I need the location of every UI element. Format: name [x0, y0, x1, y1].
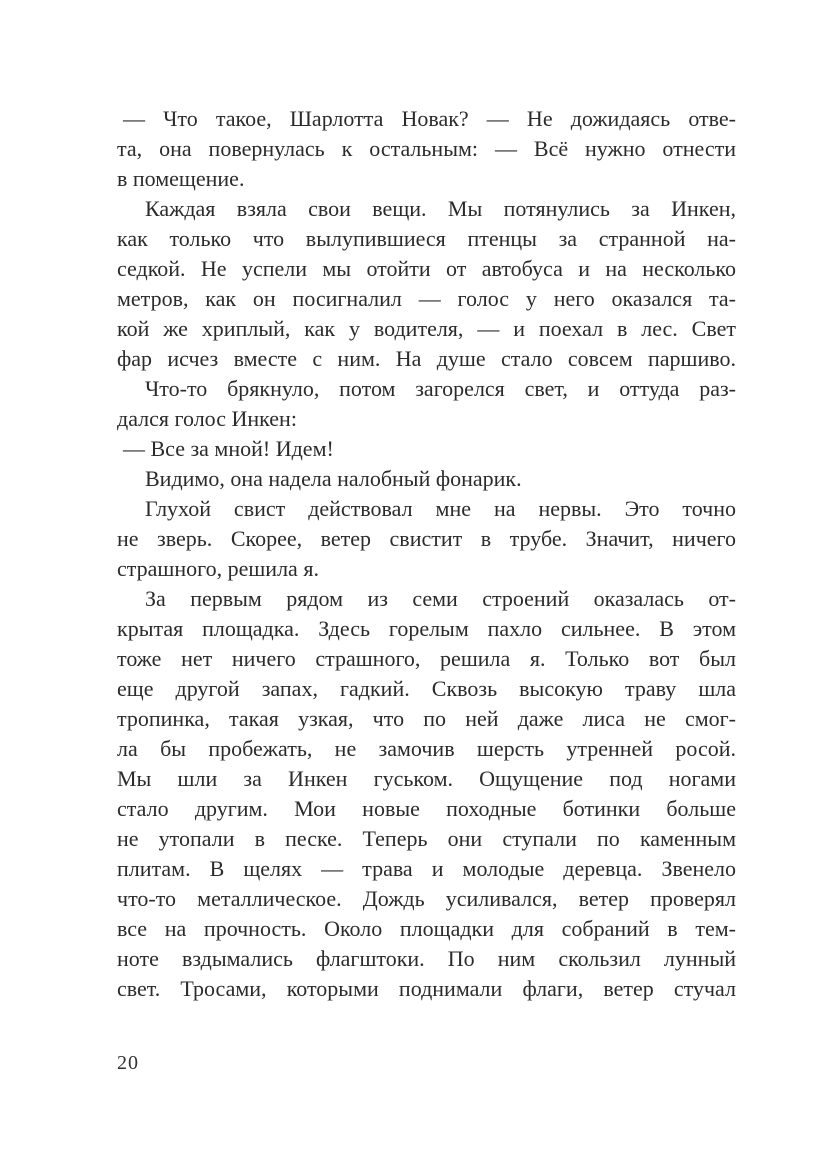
- text-line: седкой. Не успели мы отойти от автобуса и на несколько: [117, 256, 736, 281]
- text-line: Каждая взяла свои вещи. Мы потянулись за Инкен,: [145, 196, 736, 221]
- text-line: не утопали в песке. Теперь они ступали по каменным: [117, 826, 736, 851]
- text-line: ноте вздымались флагштоки. По ним скользил лунный: [117, 946, 736, 971]
- text-line: Мы шли за Инкен гуськом. Ощущение под ногами: [117, 766, 736, 791]
- text-line: — Что такое, Шарлотта Новак? — Не дожидаясь отве-: [123, 106, 736, 131]
- text-line: ла бы пробежать, не замочив шерсть утренней росой.: [117, 736, 736, 761]
- text-line: та, она повернулась к остальным: — Всё нужно отнести: [117, 136, 736, 161]
- text-line: Что-то брякнуло, потом загорелся свет, и оттуда раз-: [145, 376, 736, 401]
- paragraph-narrative: [117, 194, 736, 374]
- text-line: что-то металлическое. Дождь усиливался, ветер проверял: [117, 886, 736, 911]
- text-line: плитам. В щелях — трава и молодые деревца. Звенело: [117, 856, 736, 881]
- text-line: не зверь. Скорее, ветер свистит в трубе. Значит, ничего: [117, 526, 736, 551]
- text-line: кой же хриплый, как у водителя, — и поехал в лес. Свет: [117, 316, 736, 341]
- text-line: Видимо, она надела налобный фонарик.: [145, 466, 522, 491]
- text-line: За первым рядом из семи строений оказалась от-: [145, 586, 736, 611]
- text-line: как только что вылупившиеся птенцы за странной на-: [117, 226, 736, 251]
- text-line: в помещение.: [117, 166, 245, 191]
- paragraph-narrative: [117, 374, 736, 434]
- text-line: еще другой запах, гадкий. Сквозь высокую траву шла: [117, 676, 736, 701]
- text-line: дался голос Инкен:: [117, 406, 297, 431]
- paragraph-dialogue: [117, 104, 736, 194]
- paragraph-narrative: [117, 464, 736, 494]
- text-line: фар исчез вместе с ним. На душе стало совсем паршиво.: [117, 346, 736, 371]
- paragraph-narrative: [117, 584, 736, 1004]
- text-line: тоже нет ничего страшного, решила я. Только вот был: [117, 646, 736, 671]
- paragraph-dialogue: [117, 434, 736, 464]
- page-number: 20: [117, 1052, 139, 1074]
- page-text: [117, 104, 736, 1004]
- text-line: страшного, решила я.: [117, 556, 319, 581]
- text-line: стало другим. Мои новые походные ботинки больше: [117, 796, 736, 821]
- text-line: свет. Тросами, которыми поднимали флаги, ветер стучал: [117, 976, 736, 1001]
- text-line: — Все за мной! Идем!: [123, 436, 334, 461]
- text-line: крытая площадка. Здесь горелым пахло сильнее. В этом: [117, 616, 736, 641]
- text-line: Глухой свист действовал мне на нервы. Это точно: [145, 496, 736, 521]
- paragraph-narrative: [117, 494, 736, 584]
- text-line: метров, как он посигналил — голос у него оказался та-: [117, 286, 736, 311]
- text-line: тропинка, такая узкая, что по ней даже лиса не смог-: [117, 706, 736, 731]
- text-line: все на прочность. Около площадки для собраний в тем-: [117, 916, 736, 941]
